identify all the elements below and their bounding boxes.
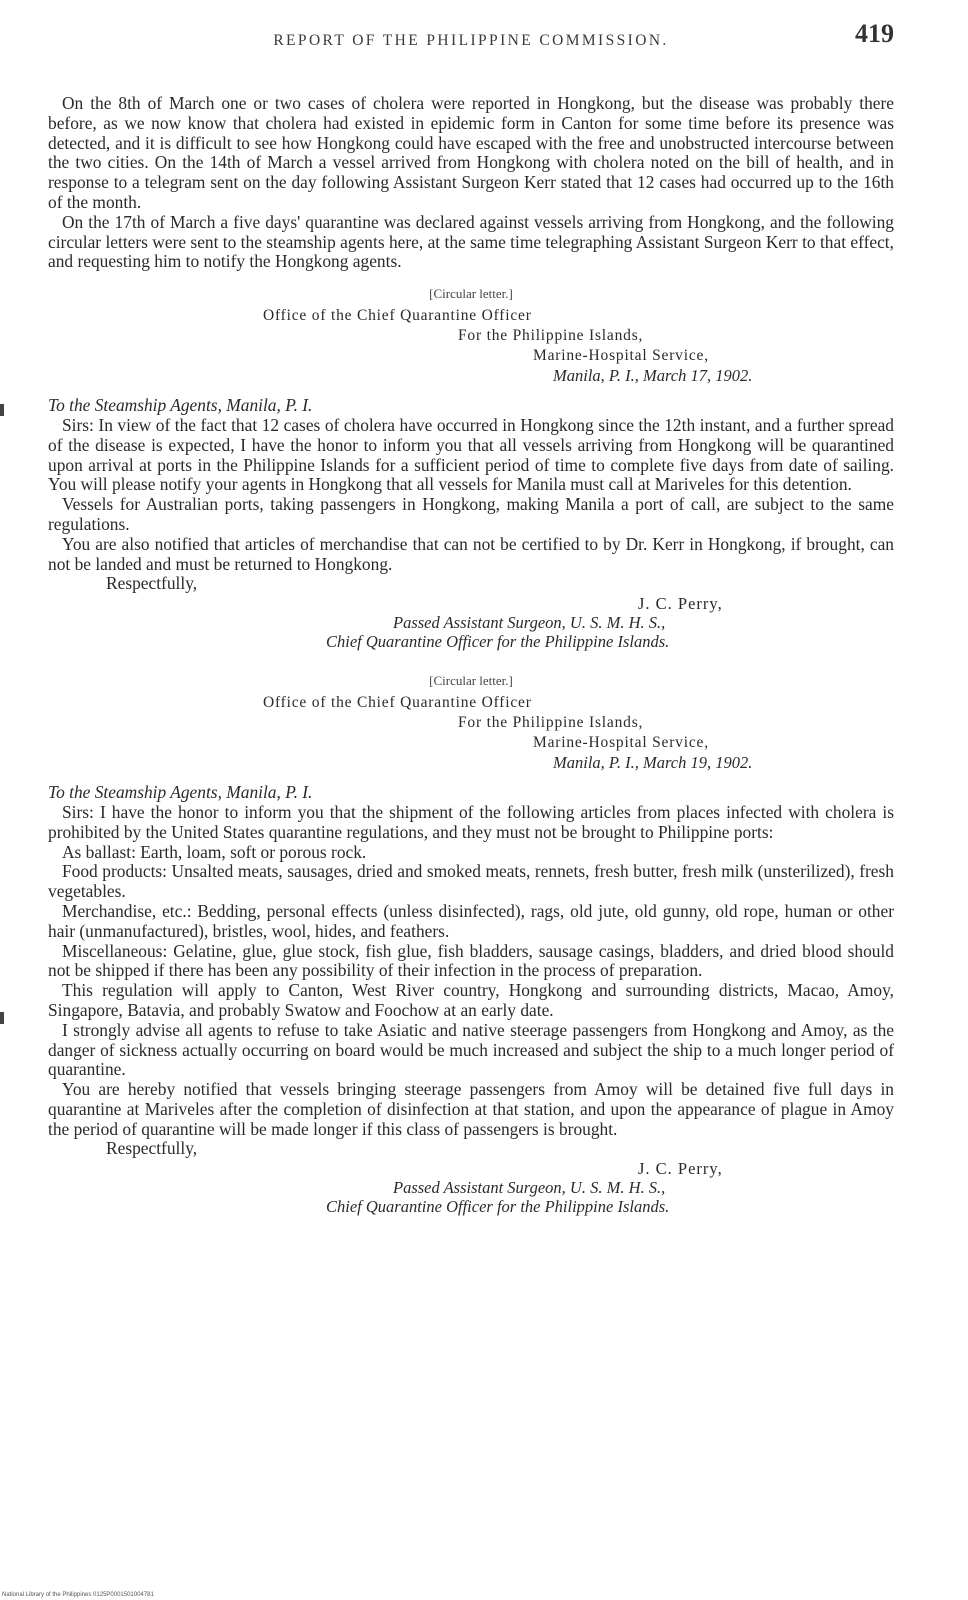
circular-label: [Circular letter.] [429, 673, 513, 689]
scan-edge-mark [0, 404, 4, 416]
intro-paragraph: On the 17th of March a five days' quarantine was declared against vessels arriving from Hongkong, and the following circular letters were sent to the steamship agents here, at the same time telegraphing Assistant Surgeon Kerr to that effect, and requesting him to notify the Hongkong agents. [48, 211, 894, 272]
letter-paragraph: This regulation will apply to Canton, West River country, Hongkong and surrounding districts, Macao, Amoy, Singapore, Batavia, and probably Swatow and Foochow at an early date. [48, 980, 894, 1020]
scan-edge-mark [0, 1012, 4, 1024]
signature-title: Passed Assistant Surgeon, U. S. M. H. S., [393, 613, 666, 633]
closing: Respectfully, [106, 573, 198, 594]
office-line: Marine-Hospital Service, [533, 734, 709, 752]
office-line: For the Philippine Islands, [458, 714, 644, 732]
signature-title: Passed Assistant Surgeon, U. S. M. H. S., [393, 1178, 666, 1198]
salutation: To the Steamship Agents, Manila, P. I. [48, 395, 313, 416]
document-page [48, 14, 894, 1216]
circular-label: [Circular letter.] [429, 286, 513, 302]
letter-paragraph: I strongly advise all agents to refuse to take Asiatic and native steerage passengers from Hongkong and Amoy, as the danger of sickness actually occurring on board would be much increased and subject the ship to a much longer period of quarantine. [48, 1019, 894, 1080]
signature-office: Chief Quarantine Officer for the Philippine Islands. [326, 1197, 670, 1217]
page-number: 419 [855, 19, 894, 48]
office-line: Office of the Chief Quarantine Officer [263, 307, 532, 325]
letter-paragraph: You are also notified that articles of merchandise that can not be certified to by Dr. Kerr in Hongkong, if brought, can not be landed and must be returned to Hongkong. [48, 533, 894, 574]
circular-letter-1 [48, 286, 894, 651]
salutation: To the Steamship Agents, Manila, P. I. [48, 782, 313, 803]
letter-paragraph: Vessels for Australian ports, taking passengers in Hongkong, making Manila a port of call, are subject to the same regulations. [48, 494, 894, 534]
dateline: Manila, P. I., March 19, 1902. [553, 753, 753, 773]
office-heading [48, 693, 894, 773]
closing: Respectfully, [106, 1138, 198, 1159]
signature-office: Chief Quarantine Officer for the Philippine Islands. [326, 632, 670, 652]
intro-paragraph: On the 8th of March one or two cases of cholera were reported in Hongkong, but the disease was probably there before, as we now know that cholera had existed in epidemic form in Canton for some time before its presence was detected, and it is difficult to see how Hongkong could have escaped with the free and unobstructed intercourse between the two cities. On the 14th of March a vessel arrived from Hongkong with cholera noted on the bill of health, and in response to a telegram sent on the day following Assistant Surgeon Kerr stated that 12 cases had occurred up to the 16th of the month. [48, 93, 894, 212]
letter-paragraph: You are hereby notified that vessels bringing steerage passengers from Amoy will be detained five full days in quarantine at Mariveles after the completion of disinfection at that station, and upon the appearance of plague in Amoy the period of quarantine will be made longer if this class of passengers is brought. [48, 1079, 894, 1139]
intro-section [48, 94, 894, 272]
office-heading [48, 306, 894, 386]
scan-footer-tag: National Library of the Philippines 0125P0001501004781 [2, 1592, 154, 1598]
letter-paragraph: Miscellaneous: Gelatine, glue, glue stock, fish glue, fish bladders, sausage casings, bladders, and dried blood should not be shipped if there has been any possibility of their infection in the process of preparation. [48, 940, 894, 981]
letter-paragraph: As ballast: Earth, loam, soft or porous rock. [62, 841, 367, 862]
letter-paragraph: Merchandise, etc.: Bedding, personal effects (unless disinfected), rags, old jute, old gunny, old rope, human or other hair (unmanufactured), bristles, wool, hides, and feathers. [48, 900, 894, 941]
letter-paragraph: Sirs: I have the honor to inform you that the shipment of the following articles from places infected with cholera is prohibited by the United States quarantine regulations, and they must not be brought to Philippine ports: [48, 801, 894, 842]
circular-letter-2 [48, 673, 894, 1216]
dateline: Manila, P. I., March 17, 1902. [553, 366, 753, 386]
office-line: For the Philippine Islands, [458, 327, 644, 345]
letter-paragraph: Food products: Unsalted meats, sausages, dried and smoked meats, rennets, fresh butter, fresh milk (unsterilized), fresh vegetables. [48, 861, 894, 902]
signature-block [48, 1159, 894, 1216]
signature-name: J. C. Perry, [638, 1159, 723, 1179]
running-head [48, 14, 894, 54]
signature-name: J. C. Perry, [638, 594, 723, 614]
office-line: Marine-Hospital Service, [533, 347, 709, 365]
signature-block [48, 594, 894, 651]
office-line: Office of the Chief Quarantine Officer [263, 694, 532, 712]
letter-paragraph: Sirs: In view of the fact that 12 cases of cholera have occurred in Hongkong since the 12th instant, and a further spread of the disease is expected, I have the honor to inform you that all vessels arriving from Hongkong will be quarantined upon arrival at ports in the Philippine Islands for a sufficient period of time to complete five days from date of sailing. You will please notify your agents in Hongkong that all vessels for Manila must call at Mariveles for this detention. [48, 414, 894, 495]
running-title: REPORT OF THE PHILIPPINE COMMISSION. [273, 32, 669, 49]
